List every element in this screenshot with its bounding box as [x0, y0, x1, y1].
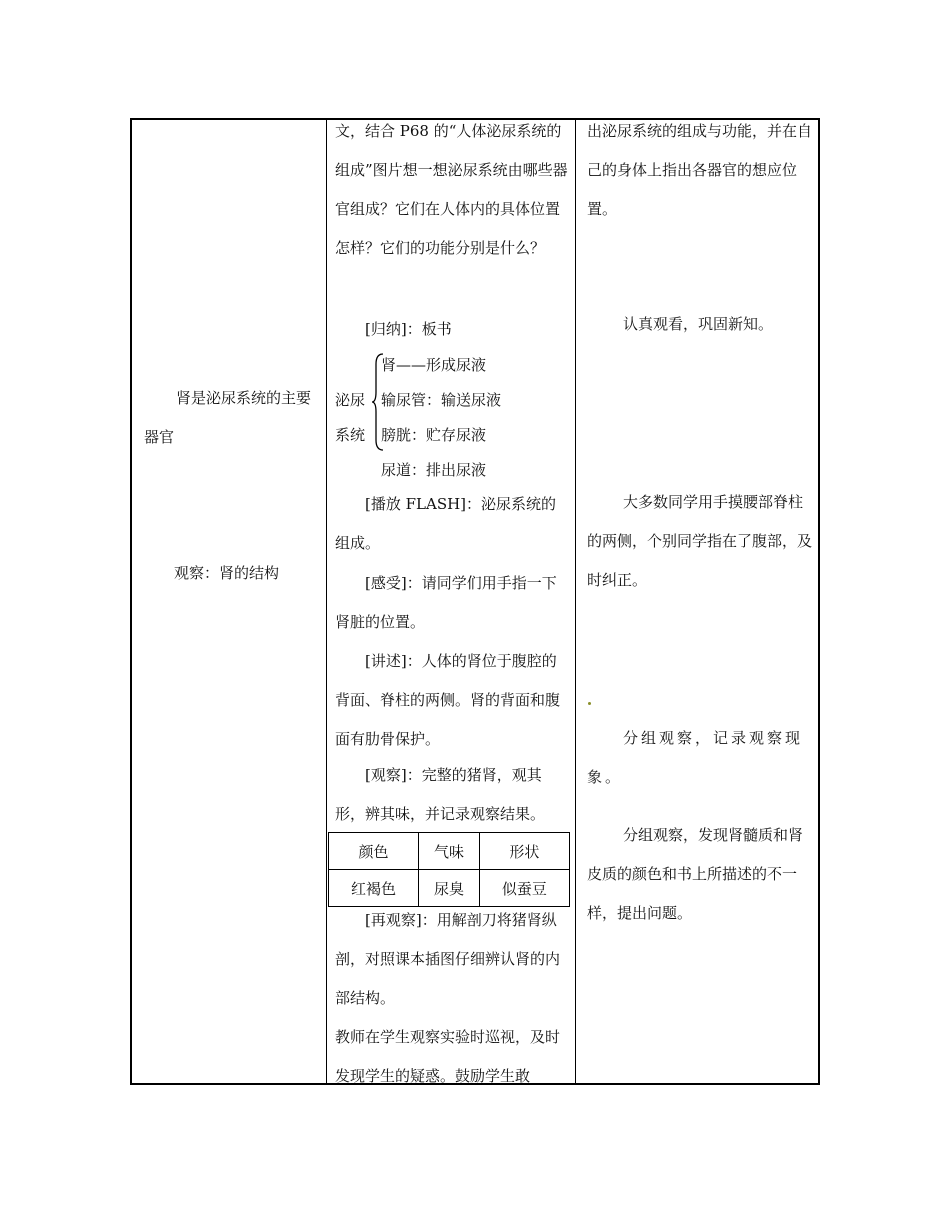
student-para-group-discover: 分组观察，发现肾髓质和肾皮质的颜色和书上所描述的不一样，提出问题。 — [587, 826, 804, 922]
intro-paragraph: 文，结合 P68 的“人体泌尿系统的组成”图片想一想泌尿系统由哪些器官组成？它们在人体内的具体位置怎样？它们的功能分别是什么？ — [335, 122, 568, 257]
topic-heading-observe: 观察：肾的结构 — [174, 564, 280, 582]
student-para-locate: 大多数同学用手摸腰部脊柱的两侧，个别同学指在了腹部，及时纠正。 — [587, 493, 813, 589]
topic-heading-kidney: 肾是泌尿系统的主要器官 — [144, 389, 312, 446]
organ-urethra: 尿道：排出尿液 — [381, 461, 487, 479]
observe-paragraph: [观察]：完整的猪肾，观其形，辨其味，并记录观察结果。 — [335, 766, 546, 823]
organ-ureter: 输尿管：输送尿液 — [381, 391, 502, 409]
topic-column — [132, 120, 327, 1083]
observation-table — [328, 832, 570, 907]
lesson-table — [130, 118, 820, 1085]
student-para-watch: 认真观看，巩固新知。 — [623, 315, 774, 333]
student-para-organs: 出泌尿系统的组成与功能，并在自己的身体上指出各器官的想应位置。 — [587, 122, 813, 218]
feel-paragraph: [感受]：请同学们用手指一下肾脏的位置。 — [335, 574, 557, 631]
dot-mark — [588, 702, 591, 705]
summary-label: [归纳]：板书 — [365, 320, 452, 338]
reobserve-paragraph: [再观察]：用解剖刀将猪肾纵剖，对照课本插图仔细辨认肾的内部结构。 — [335, 911, 561, 1007]
table-cell-color: 红褐色 — [329, 870, 419, 907]
organ-bladder: 膀胱：贮存尿液 — [381, 426, 487, 444]
table-cell-smell: 尿臭 — [419, 870, 480, 907]
table-header-shape: 形状 — [479, 833, 569, 870]
urinary-system-diagram — [335, 346, 565, 491]
teacher-paragraph: 教师在学生观察实验时巡视，及时发现学生的疑惑。鼓励学生敢 — [335, 1028, 561, 1085]
student-activity-column — [577, 120, 820, 1083]
explain-paragraph: [讲述]：人体的肾位于腹腔的背面、脊柱的两侧。肾的背面和腹面有肋骨保护。 — [335, 652, 561, 748]
table-header-smell: 气味 — [419, 833, 480, 870]
organ-kidney: 肾——形成尿液 — [381, 356, 487, 374]
table-header-row — [329, 833, 570, 870]
student-para-group-record: 分组观察，记录观察现象。 — [587, 729, 804, 786]
table-cell-shape: 似蚕豆 — [479, 870, 569, 907]
teacher-activity-column — [328, 120, 576, 1083]
system-label-line2: 系统 — [335, 426, 366, 444]
system-label-line1: 泌尿 — [335, 391, 366, 409]
table-header-color: 颜色 — [329, 833, 419, 870]
flash-paragraph: [播放 FLASH]：泌尿系统的组成。 — [335, 495, 557, 552]
